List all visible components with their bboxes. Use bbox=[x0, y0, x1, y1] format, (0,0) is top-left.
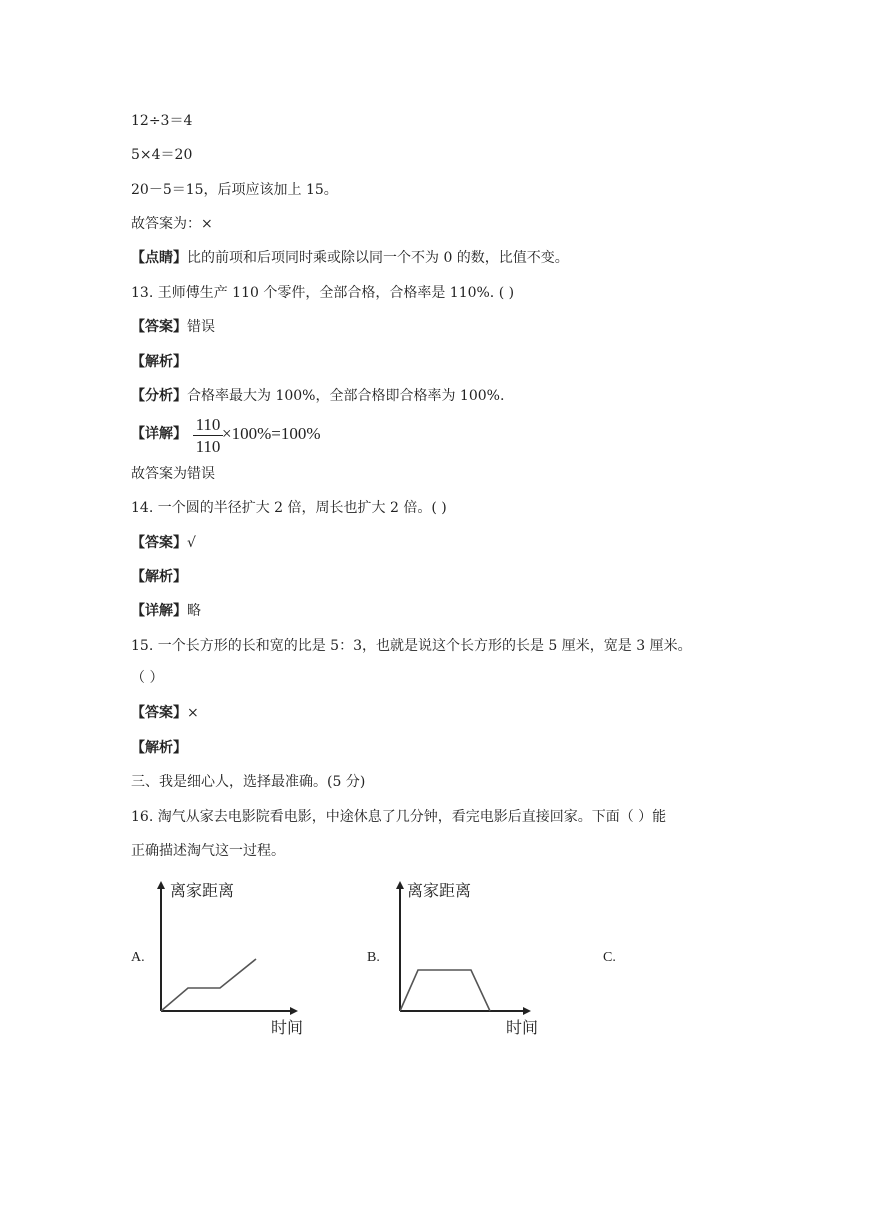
detail-text: 略 bbox=[187, 603, 201, 619]
analysis-tag: 【分析】 bbox=[131, 388, 187, 404]
question-16: 16. 淘气从家去电影院看电影，中途休息了几分钟，看完电影后直接回家。下面（ ）能 bbox=[131, 809, 667, 825]
y-axis-label: 离家距离 bbox=[407, 881, 472, 900]
analysis-text: 合格率最大为 100%，全部合格即合格率为 100%. bbox=[187, 388, 505, 404]
option-b-label: B. bbox=[367, 950, 380, 965]
distance-line bbox=[161, 959, 256, 1011]
answer-line-12: 故答案为：× bbox=[131, 216, 213, 232]
analysis-14: 【解析】 bbox=[131, 569, 187, 585]
fraction-numerator: 110 bbox=[193, 415, 223, 436]
calc-line-2: 5×4＝20 bbox=[131, 147, 193, 163]
graph-b bbox=[389, 875, 549, 1045]
calc-line-3: 20－5＝15，后项应该加上 15。 bbox=[131, 182, 338, 198]
question-15-paren: （ ） bbox=[131, 670, 164, 686]
analysis-detail-13 bbox=[131, 387, 504, 405]
question-15: 15. 一个长方形的长和宽的比是 5：3，也就是说这个长方形的长是 5 厘米，宽是 3 厘米。 bbox=[131, 638, 692, 654]
fraction-denominator: 110 bbox=[195, 437, 221, 456]
answer-text: × bbox=[187, 705, 199, 721]
detail-tag: 【详解】 bbox=[131, 603, 187, 619]
graph-a bbox=[150, 875, 310, 1045]
fraction-expression: ×100%=100% bbox=[222, 424, 321, 443]
answer-tag: 【答案】 bbox=[131, 535, 187, 551]
question-14: 14. 一个圆的半径扩大 2 倍，周长也扩大 2 倍。( ) bbox=[131, 500, 447, 516]
answer-text: √ bbox=[187, 535, 196, 551]
option-c-label: C. bbox=[603, 950, 616, 965]
answer-tag: 【答案】 bbox=[131, 705, 187, 721]
x-axis-label: 时间 bbox=[271, 1018, 304, 1037]
answer-15 bbox=[131, 704, 199, 722]
answer-13 bbox=[131, 318, 215, 336]
hint-line-12 bbox=[131, 249, 569, 267]
fraction bbox=[193, 415, 223, 456]
question-16-cont: 正确描述淘气这一过程。 bbox=[131, 843, 285, 859]
section-3-heading: 三、我是细心人，选择最准确。(5 分) bbox=[131, 774, 366, 790]
detail-14 bbox=[131, 602, 201, 620]
calc-line-1: 12÷3＝4 bbox=[131, 113, 193, 129]
distance-line bbox=[400, 970, 490, 1011]
x-axis-label: 时间 bbox=[506, 1018, 539, 1037]
answer-14 bbox=[131, 534, 196, 552]
analysis-13: 【解析】 bbox=[131, 354, 187, 370]
y-axis-label: 离家距离 bbox=[170, 881, 235, 900]
hint-tag: 【点睛】 bbox=[131, 250, 187, 266]
hint-text: 比的前项和后项同时乘或除以同一个不为 0 的数，比值不变。 bbox=[187, 250, 569, 266]
answer-tag: 【答案】 bbox=[131, 319, 187, 335]
final-answer-13: 故答案为错误 bbox=[131, 466, 215, 482]
answer-text: 错误 bbox=[187, 319, 215, 335]
option-a-label: A. bbox=[131, 950, 145, 965]
analysis-15: 【解析】 bbox=[131, 740, 187, 756]
question-13: 13. 王师傅生产 110 个零件，全部合格，合格率是 110%. ( ) bbox=[131, 285, 515, 301]
detail-tag-13: 【详解】 bbox=[131, 426, 187, 442]
